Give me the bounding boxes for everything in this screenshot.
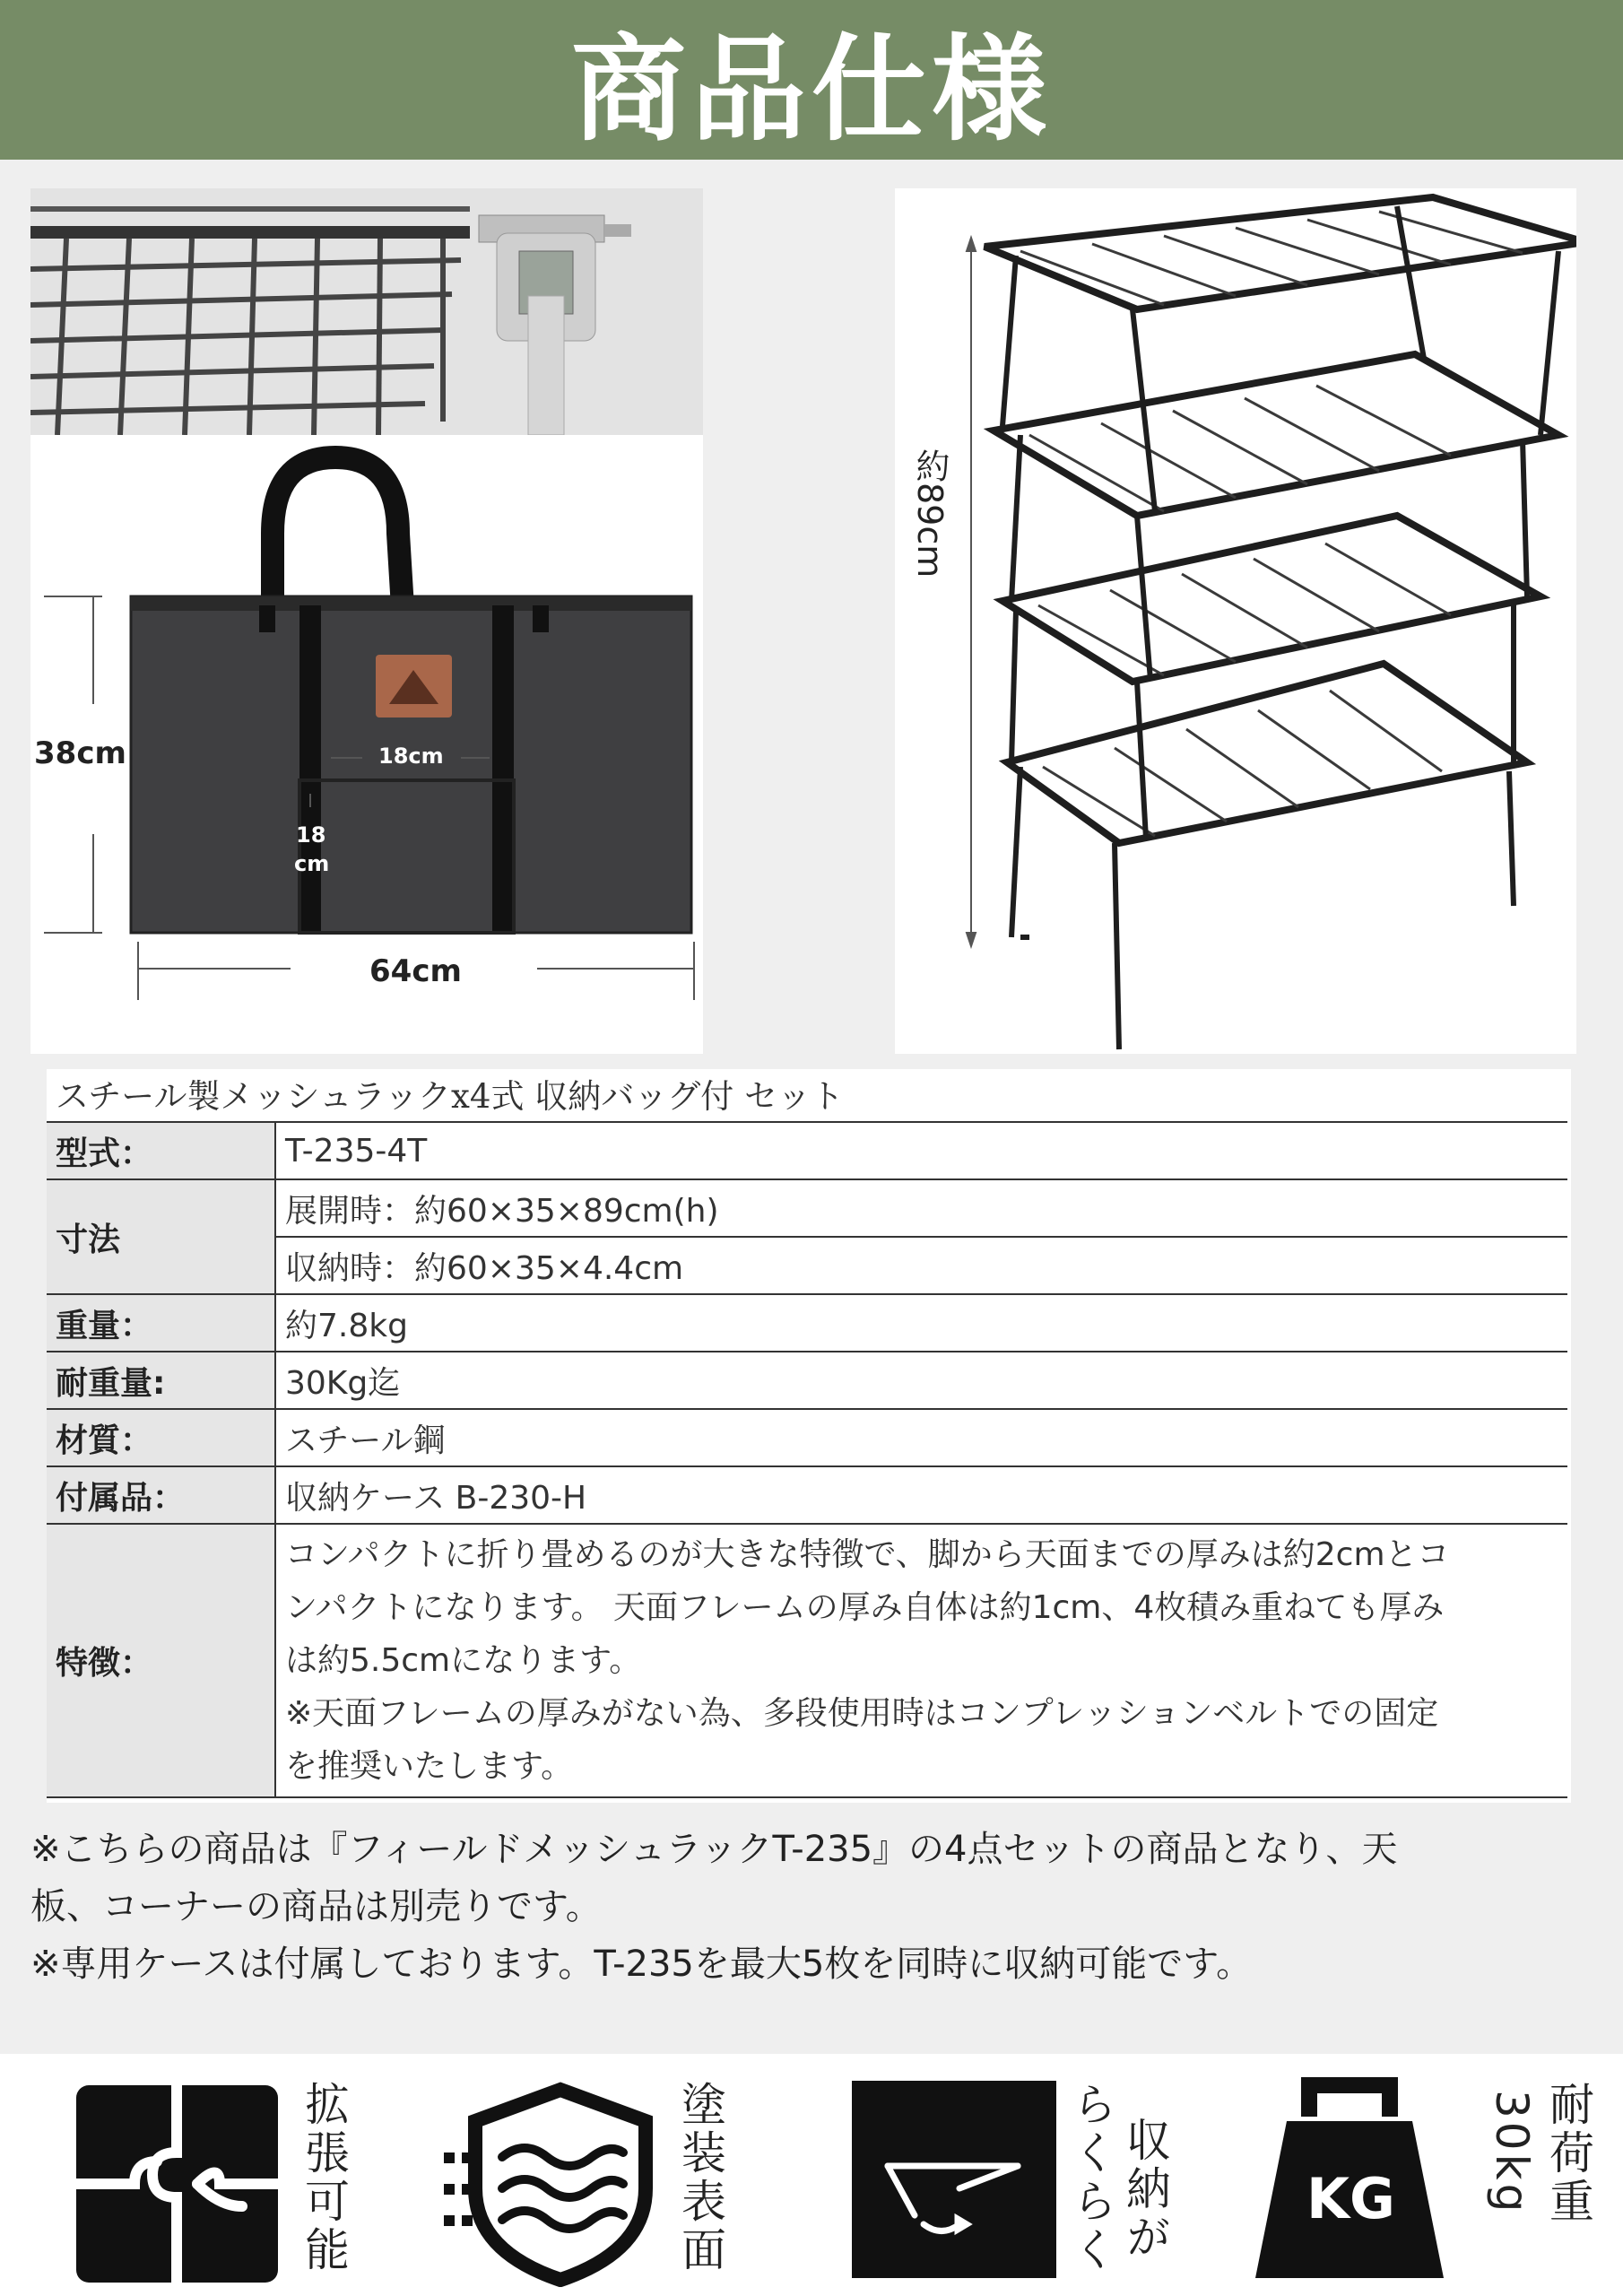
note-line: 板、コーナーの商品は別売りです。 (30, 1886, 602, 1927)
stacked-rack-photo (895, 188, 1576, 1054)
spec-label-accessory: 付属品： (47, 1466, 275, 1524)
bag-width-label: 64cm (369, 953, 462, 989)
spec-label-size: 寸法 (47, 1179, 275, 1294)
spec-row-model (47, 1122, 1567, 1179)
spec-label-load: 耐重量: (47, 1352, 275, 1409)
puzzle-icon (72, 2081, 282, 2287)
spec-value-material: スチール鋼 (275, 1409, 1567, 1466)
spec-row-size-open (47, 1179, 1567, 1237)
feature-label-coated: 塗装表面 (674, 2081, 726, 2274)
spec-label-model: 型式： (47, 1122, 275, 1179)
bag-height-label: 38cm (34, 735, 126, 771)
spec-table (47, 1121, 1567, 1798)
storage-bag-photo (30, 435, 703, 1054)
spec-label-material: 材質： (47, 1409, 275, 1466)
spec-label-features: 特徴： (47, 1524, 275, 1797)
spec-section (47, 1069, 1571, 1803)
spec-row-load (47, 1352, 1567, 1409)
spec-value-weight: 約7.8kg (275, 1294, 1567, 1352)
page-title: 商品仕様 (570, 23, 1052, 157)
spec-value-size-stored: 収納時：約60×35×4.4cm (275, 1237, 1567, 1294)
feature-label-load-1: 耐荷重 (1542, 2081, 1594, 2226)
spec-label-weight: 重量： (47, 1294, 275, 1352)
spec-row-material (47, 1409, 1567, 1466)
spec-value-size-open: 展開時：約60×35×89cm(h) (275, 1179, 1567, 1237)
spec-value-model: T-235-4T (275, 1122, 1567, 1179)
feature-text-line: は約5.5cmになります。 (285, 1642, 642, 1679)
spec-row-features (47, 1524, 1567, 1797)
feature-icon-row (0, 2054, 1623, 2296)
spec-value-load: 30Kg迄 (275, 1352, 1567, 1409)
feature-text-line: ※天面フレームの厚みがない為、多段使用時はコンプレッションベルトでの固定 (285, 1695, 1439, 1732)
spec-row-weight (47, 1294, 1567, 1352)
header-banner (0, 0, 1623, 160)
feature-label-expandable: 拡張可能 (298, 2081, 350, 2274)
stacked-rack-illustration (895, 188, 1576, 1054)
rack-height-label: 約89cm (910, 448, 950, 578)
spec-row-size-stored (47, 1237, 1567, 1294)
feature-label-easy-storage-2: らくらく (1065, 2081, 1117, 2274)
feature-easy-storage (852, 2054, 1193, 2296)
shield-waves-icon (439, 2081, 655, 2287)
feature-label-easy-storage-1: 収納が (1119, 2117, 1171, 2262)
note-line: ※こちらの商品は『フィールドメッシュラックT-235』の4点セットの商品となり、天 (30, 1829, 1398, 1870)
folding-rack-icon (852, 2081, 1056, 2278)
spec-row-accessory (47, 1466, 1567, 1524)
pocket-height-label-bottom: cm (294, 851, 330, 876)
feature-text-line: ンパクトになります。 天面フレームの厚み自体は約1cm、4枚積み重ねても厚み (285, 1589, 1445, 1626)
pocket-width-label: 18cm (378, 744, 444, 769)
storage-bag-illustration (30, 435, 703, 1054)
feature-label-load-2: 30kg (1486, 2090, 1538, 2216)
caliper-photo (30, 188, 703, 435)
feature-load-capacity (1251, 2054, 1610, 2296)
spec-value-accessory: 収納ケース B-230-H (275, 1466, 1567, 1524)
feature-expandable (63, 2054, 359, 2296)
weight-kg-text: KG (1306, 2166, 1395, 2231)
feature-text-line: コンパクトに折り畳めるのが大きな特徴で、脚から天面までの厚みは約2cmとコ (285, 1536, 1450, 1573)
spec-title: スチール製メッシュラックx4式 収納バッグ付 セット (56, 1077, 844, 1116)
spec-value-features (275, 1524, 1567, 1797)
caliper-illustration (30, 188, 703, 435)
note-line: ※専用ケースは付属しております。T-235を最大5枚を同時に収納可能です。 (30, 1944, 1253, 1985)
notes-section (30, 1821, 1591, 1993)
feature-text-line: を推奨いたします。 (285, 1748, 574, 1785)
feature-coated (439, 2054, 744, 2296)
pocket-height-label-top: 18 (296, 822, 326, 848)
